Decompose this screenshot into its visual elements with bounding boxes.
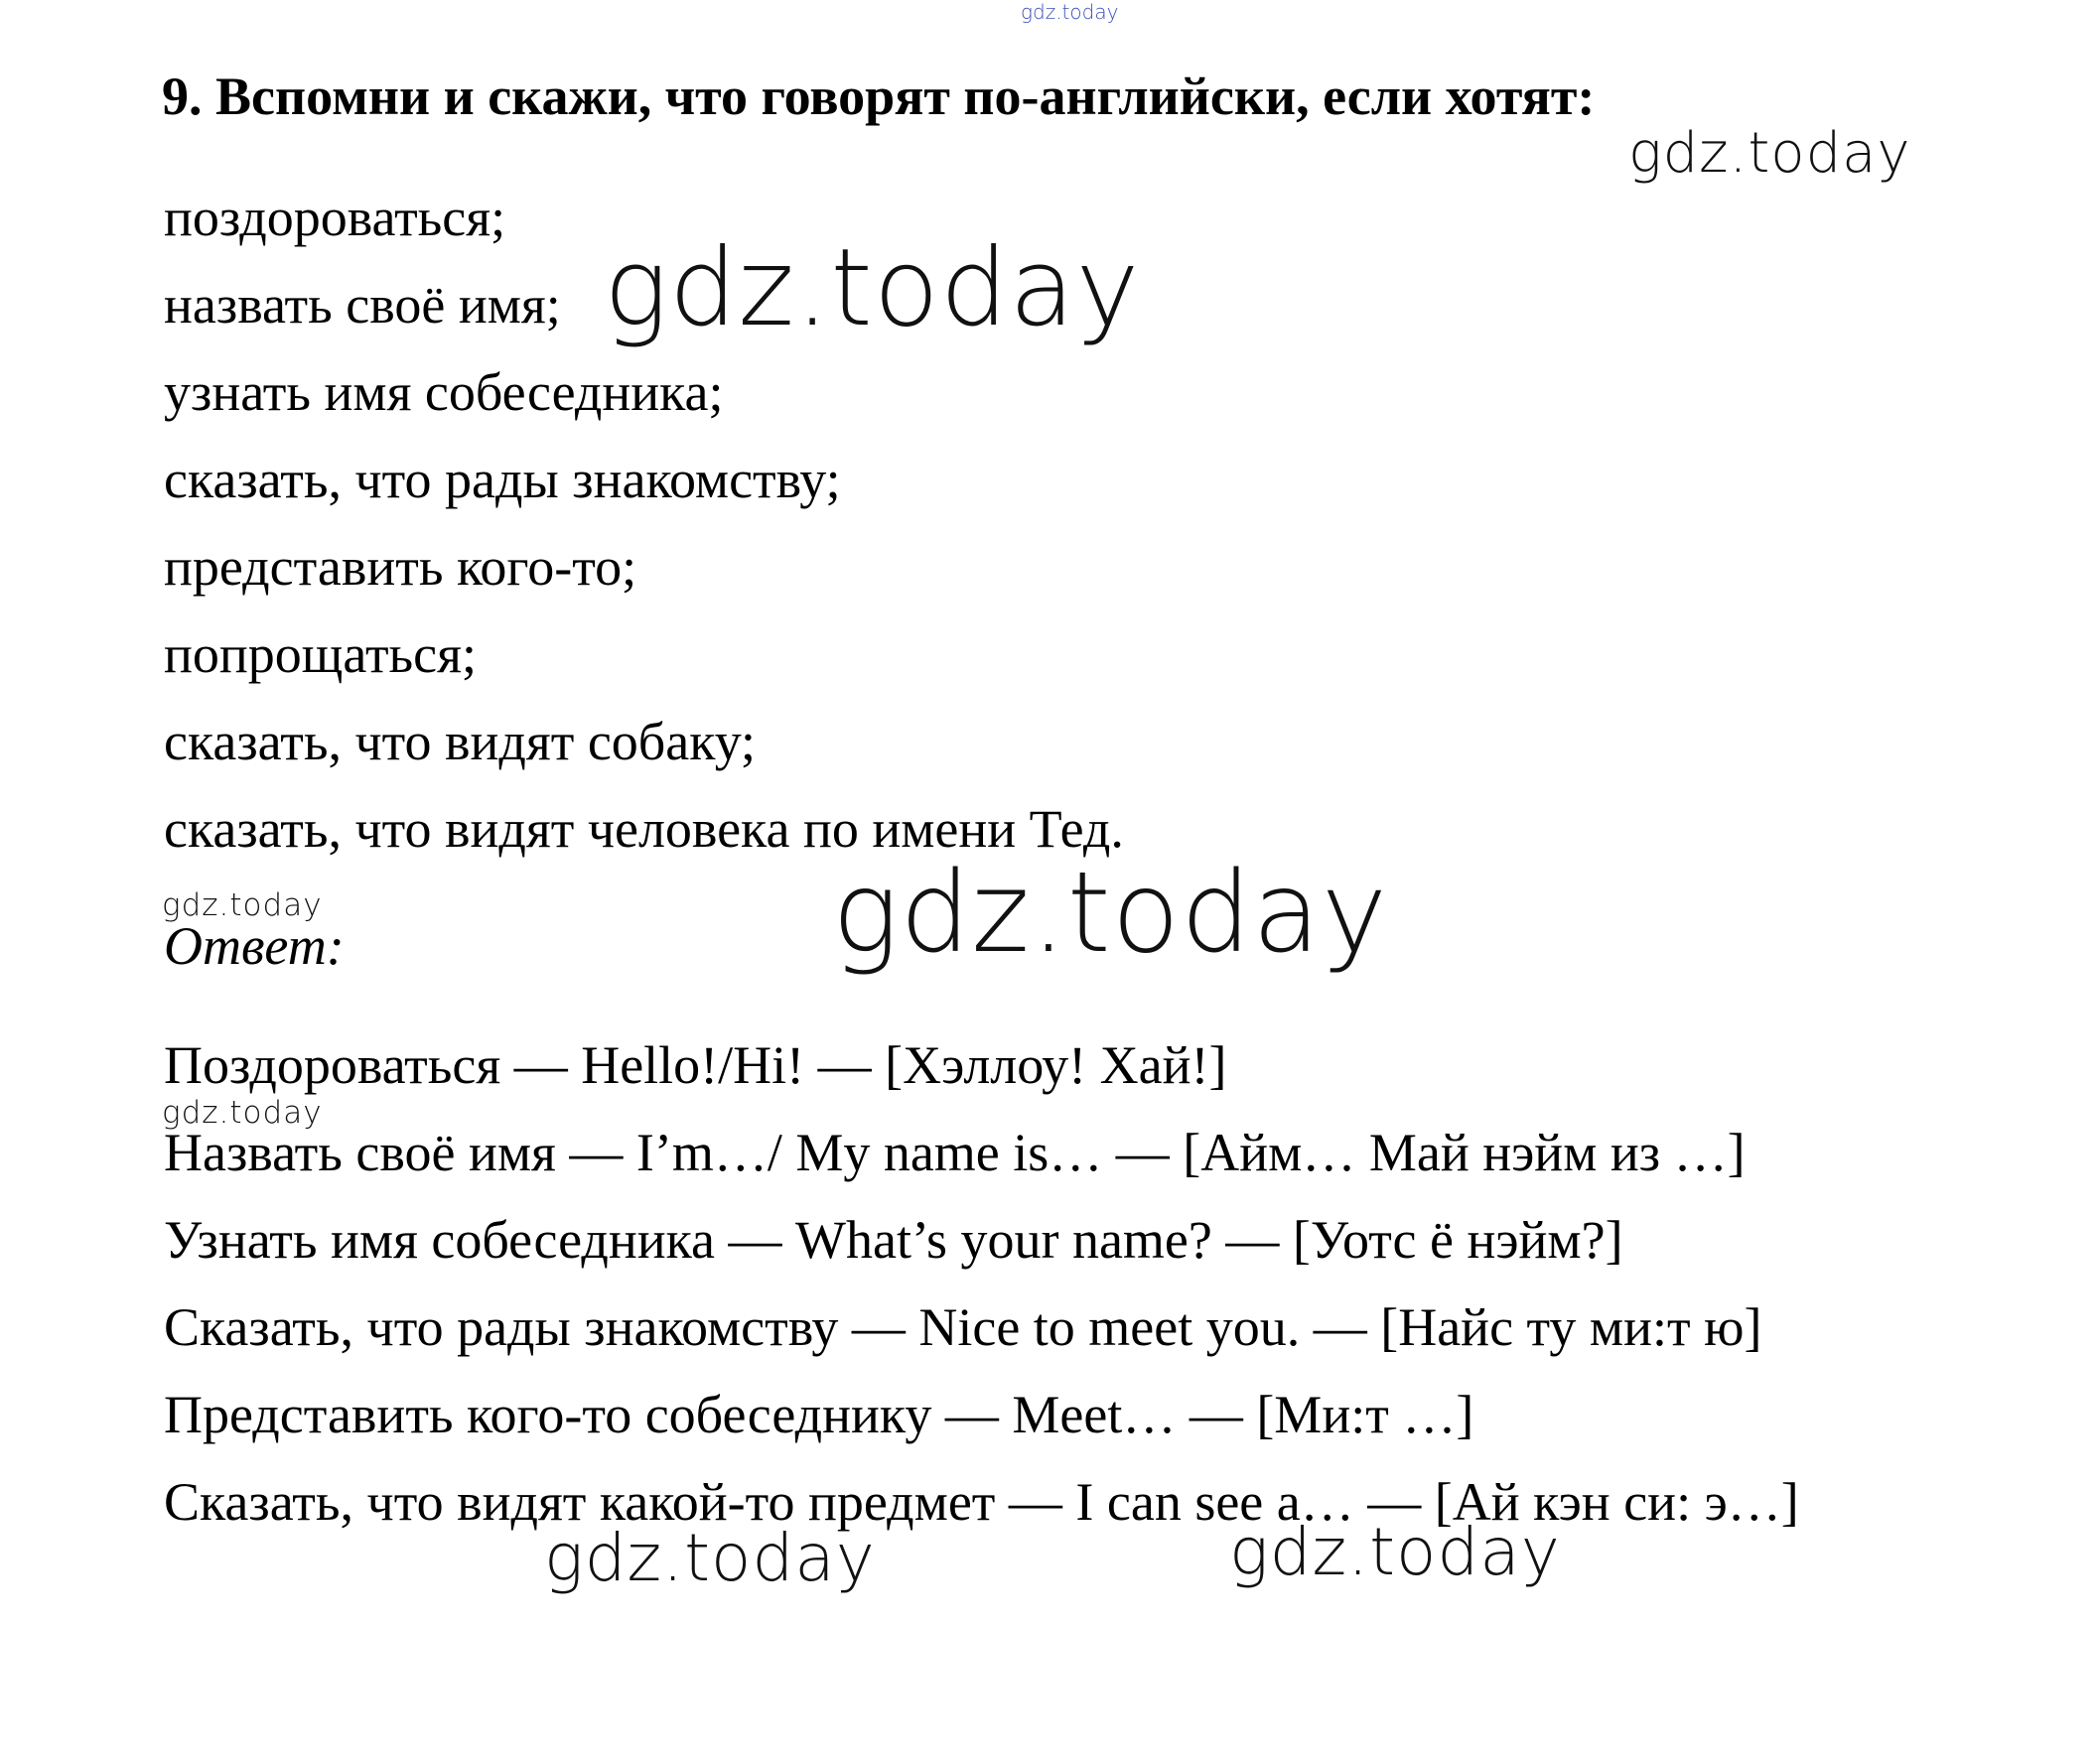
watermark: gdz.today — [544, 1520, 876, 1596]
task-item: сказать, что рады знакомству; — [164, 450, 841, 509]
task-item: сказать, что видят собаку; — [164, 712, 757, 771]
task-item: попрощаться; — [164, 624, 477, 684]
answer-item: Назвать своё имя — I’m…/ My name is… — [Айм… Май нэйм из …] — [164, 1123, 1746, 1182]
watermark-top: gdz.today — [1021, 0, 1119, 24]
task-title: 9. Вспомни и скажи, что говорят по-английски, если хотят: — [162, 67, 1596, 126]
answer-item: Сказать, что видят какой-то предмет — I can see a… — [Ай кэн си: э…] — [164, 1472, 1799, 1532]
watermark: gdz.today — [604, 226, 1141, 350]
task-item: поздороваться; — [164, 188, 506, 247]
answer-item: Поздороваться — Hello!/Hi! — [Хэллоу! Хай!] — [164, 1035, 1227, 1095]
answer-list — [164, 1032, 1872, 1546]
watermark: gdz.today — [832, 849, 1389, 978]
watermark: gdz.today — [1229, 1514, 1561, 1590]
answer-item: Узнать имя собеседника — What’s your name? — [Уотс ё нэйм?] — [164, 1210, 1623, 1270]
watermark: gdz.today — [1628, 121, 1911, 186]
task-item: сказать, что видят человека по имени Тед. — [164, 799, 1124, 859]
task-item: узнать имя собеседника; — [164, 362, 724, 422]
answer-item: Представить кого-то собеседнику — Meet… — [Ми:т …] — [164, 1385, 1474, 1444]
watermark: gdz.today — [162, 1095, 323, 1131]
task-item: представить кого-то; — [164, 537, 637, 597]
task-item: назвать своё имя; — [164, 275, 561, 335]
answer-label: Ответ: — [164, 916, 345, 976]
watermark: gdz.today — [162, 887, 323, 923]
answer-item: Сказать, что рады знакомству — Nice to meet you. — [Найс ту ми:т ю] — [164, 1297, 1762, 1357]
